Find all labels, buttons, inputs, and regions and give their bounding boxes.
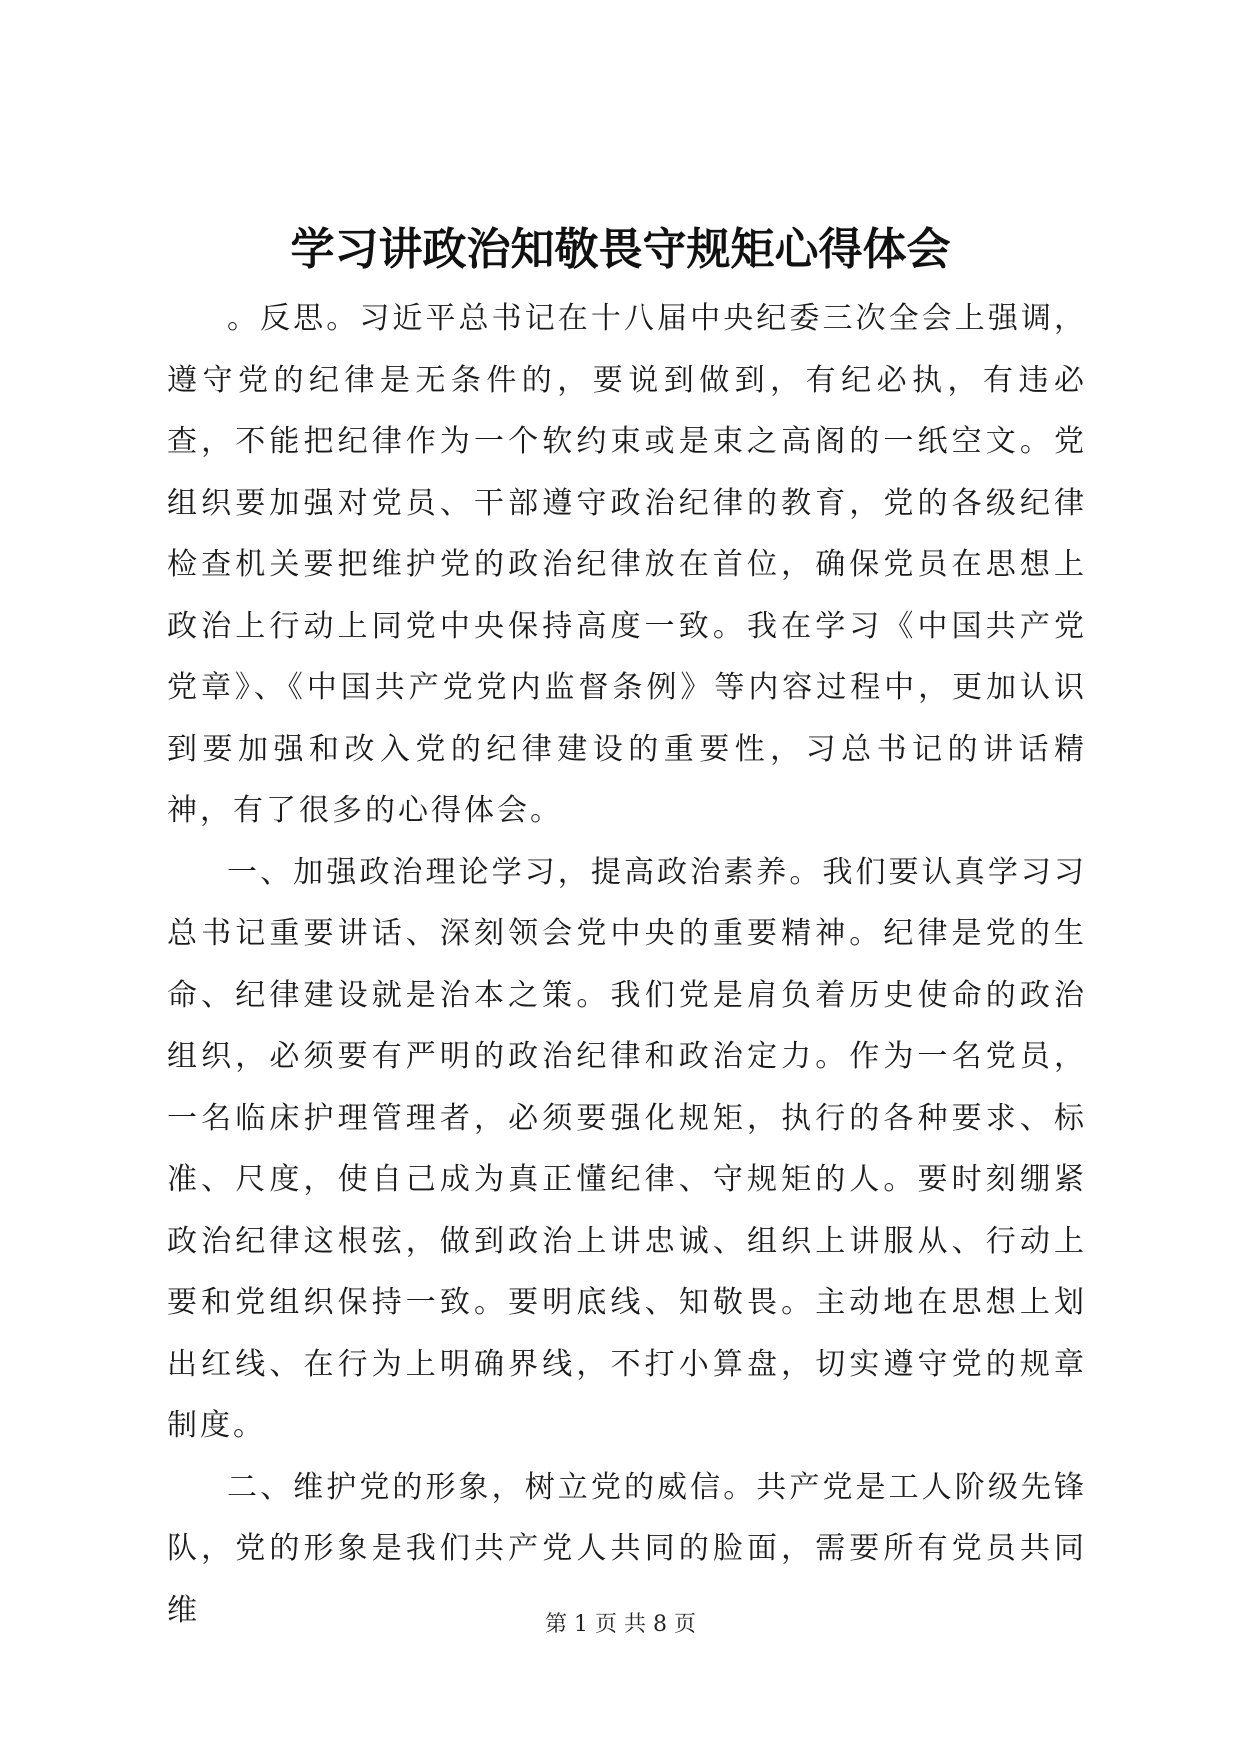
document-body	[167, 288, 1087, 1641]
paragraph-section-1: 一、加强政治理论学习，提高政治素养。我们要认真学习习总书记重要讲话、深刻领会党中央的重要精神。纪律是党的生命、纪律建设就是治本之策。我们党是肩负着历史使命的政治组织，必须要有严明的政治纪律和政治定力。作为一名党员，一名临床护理管理者，必须要强化规矩，执行的各种要求、标准、尺度，使自己成为真正懂纪律、守规矩的人。要时刻绷紧政治纪律这根弦，做到政治上讲忠诚、组织上讲服从、行动上要和党组织保持一致。要明底线、知敬畏。主动地在思想上划出红线、在行为上明确界线，不打小算盘，切实遵守党的规章制度。	[167, 854, 1087, 1443]
page-footer: 第 1 页 共 8 页	[545, 1612, 696, 1637]
paragraph-section-2: 二、维护党的形象，树立党的威信。共产党是工人阶级先锋队，党的形象是我们共产党人共同的脸面，需要所有党员共同维	[167, 1469, 1087, 1628]
paragraph-intro: 。反思。习近平总书记在十八届中央纪委三次全会上强调，遵守党的纪律是无条件的，要说到做到，有纪必执，有违必查，不能把纪律作为一个软约束或是束之高阁的一纸空文。党组织要加强对党员、干部遵守政治纪律的教育，党的各级纪律检查机关要把维护党的政治纪律放在首位，确保党员在思想上政治上行动上同党中央保持高度一致。我在学习《中国共产党党章》、《中国共产党党内监督条例》等内容过程中，更加认识到要加强和改入党的纪律建设的重要性，习总书记的讲话精神，有了很多的心得体会。	[167, 301, 1087, 828]
document-title: 学习讲政治知敬畏守规矩心得体会	[290, 224, 951, 275]
